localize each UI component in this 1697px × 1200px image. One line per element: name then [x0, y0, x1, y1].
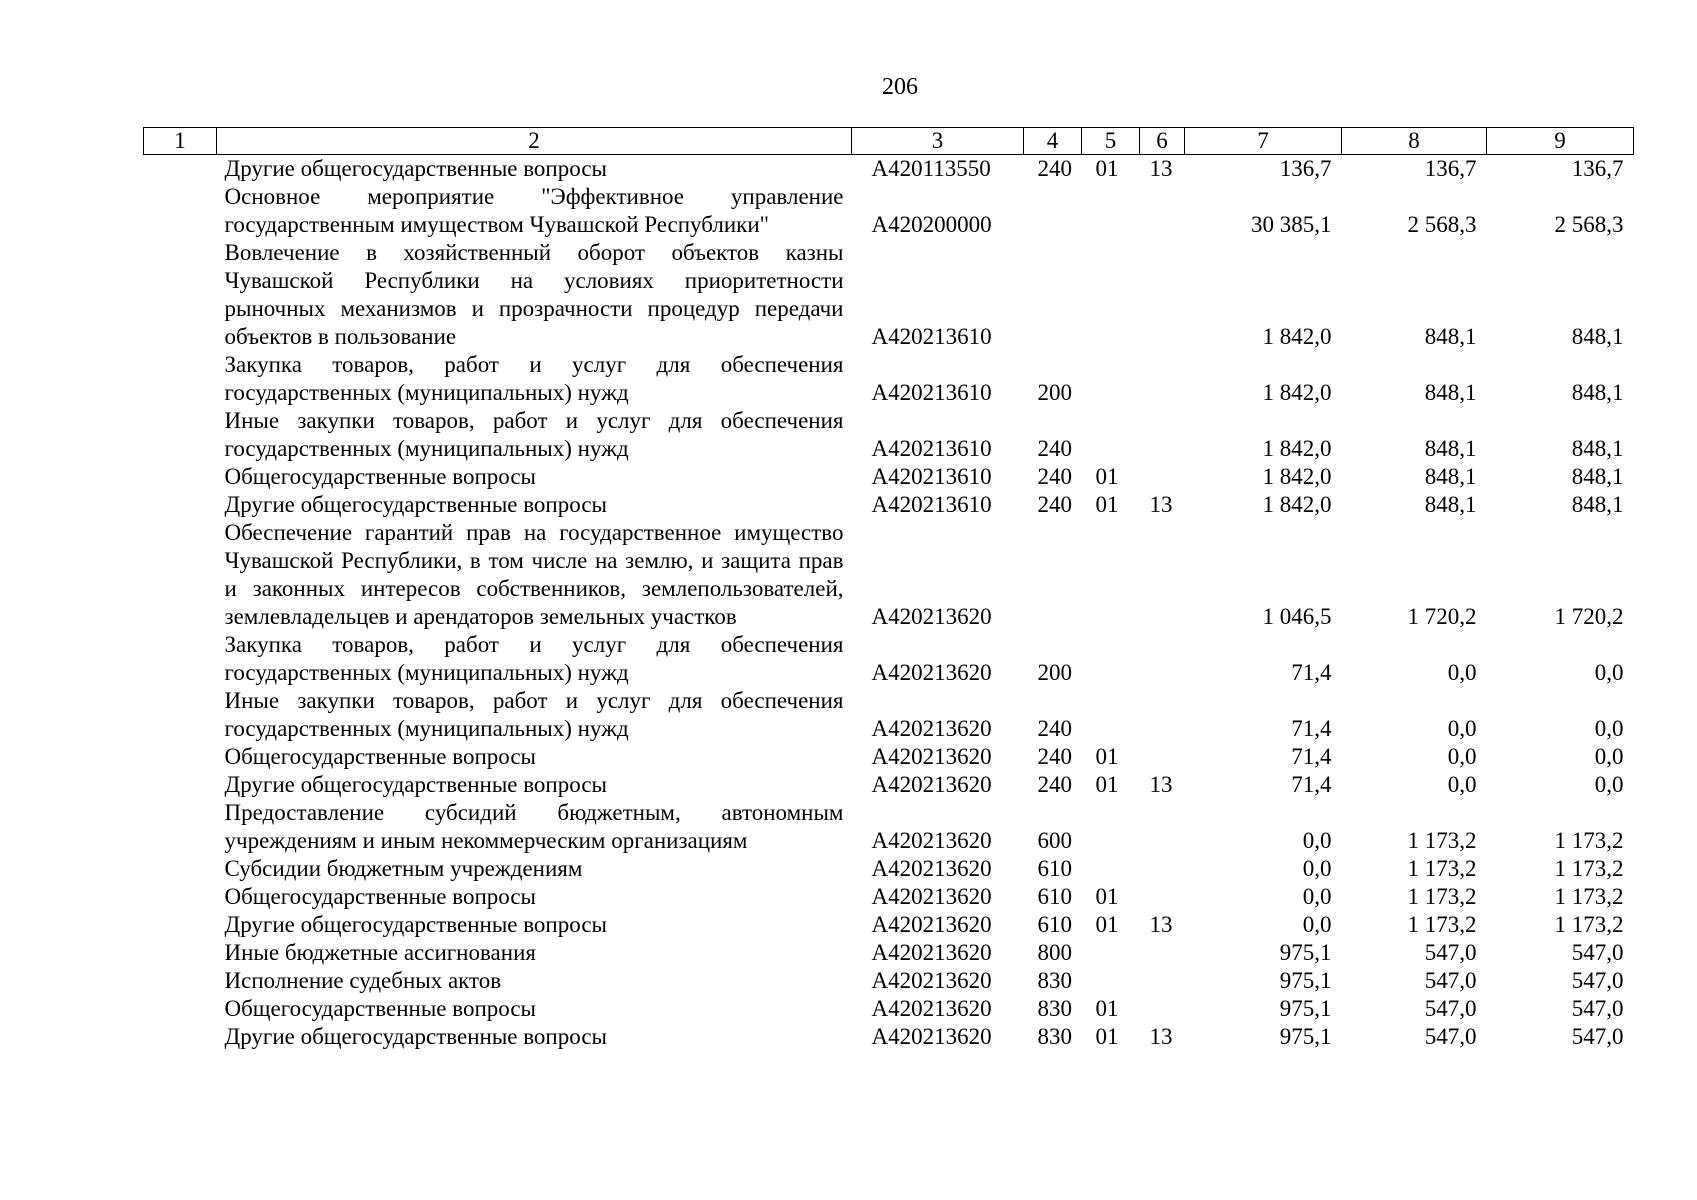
cell-amount-col7: 71,4: [1291, 744, 1332, 769]
cell-amount-col8: 848,1: [1424, 492, 1477, 517]
cell-amount-col9: 1 173,2: [1554, 828, 1624, 853]
header-col-5: 5: [1082, 128, 1140, 155]
cell-name: Другие общегосударственные вопросы: [224, 492, 607, 517]
cell-subsection: [1140, 519, 1185, 631]
cell-amount-col9: 547,0: [1571, 968, 1624, 993]
cell-amount-col7: 136,7: [1279, 156, 1332, 181]
cell-section: [1082, 687, 1140, 743]
cell-subsection: [1140, 883, 1185, 911]
cell-name: Иные бюджетные ассигнования: [224, 940, 536, 965]
cell-section: [1082, 239, 1140, 351]
cell-section: [1082, 631, 1140, 687]
cell-name: Другие общегосударственные вопросы: [224, 772, 607, 797]
cell-empty: [144, 1023, 217, 1051]
header-col-2: 2: [217, 128, 852, 155]
cell-amount-col9: 1 173,2: [1554, 856, 1624, 881]
cell-section: 01: [1095, 464, 1119, 489]
cell-target-code: А420213610: [871, 380, 992, 405]
cell-target-code: А420200000: [871, 212, 992, 237]
cell-subsection: [1140, 239, 1185, 351]
table-body: [144, 155, 1634, 1052]
cell-amount-col7: 71,4: [1291, 716, 1332, 741]
cell-subsection: [1140, 687, 1185, 743]
table-row: [144, 519, 1634, 631]
cell-expense-type: 200: [1037, 380, 1072, 405]
cell-target-code: А420213620: [871, 604, 992, 629]
cell-amount-col9: 547,0: [1571, 940, 1624, 965]
cell-expense-type: 600: [1037, 828, 1072, 853]
cell-expense-type: 800: [1037, 940, 1072, 965]
cell-subsection: 13: [1149, 772, 1173, 797]
cell-amount-col9: 848,1: [1571, 464, 1624, 489]
cell-section: 01: [1095, 884, 1119, 909]
cell-empty: [144, 799, 217, 855]
cell-name: Другие общегосударственные вопросы: [224, 156, 607, 181]
cell-amount-col7: 71,4: [1291, 772, 1332, 797]
cell-expense-type: 200: [1037, 660, 1072, 685]
cell-subsection: [1140, 463, 1185, 491]
cell-expense-type: 240: [1037, 156, 1072, 181]
cell-amount-col8: 1 173,2: [1407, 884, 1477, 909]
table-row: [144, 631, 1634, 687]
table-row: [144, 491, 1634, 519]
cell-empty: [144, 491, 217, 519]
cell-section: 01: [1095, 744, 1119, 769]
cell-target-code: А420213620: [871, 940, 992, 965]
header-col-3: 3: [852, 128, 1024, 155]
cell-target-code: А420213620: [871, 1024, 992, 1049]
cell-amount-col9: 0,0: [1594, 744, 1624, 769]
cell-name: Другие общегосударственные вопросы: [224, 912, 607, 937]
cell-section: [1082, 183, 1140, 239]
cell-empty: [144, 463, 217, 491]
cell-name: Иные закупки товаров, работ и услуг для обеспечения государственных (муниципальных) нужд: [224, 688, 844, 741]
header-col-4: 4: [1024, 128, 1082, 155]
cell-amount-col9: 848,1: [1571, 380, 1624, 405]
table-row: [144, 155, 1634, 184]
cell-expense-type: 830: [1037, 996, 1072, 1021]
cell-empty: [144, 351, 217, 407]
cell-amount-col8: 1 173,2: [1407, 828, 1477, 853]
cell-name: Закупка товаров, работ и услуг для обеспечения государственных (муниципальных) нужд: [224, 352, 844, 405]
cell-name: Основное мероприятие "Эффективное управление государственным имуществом Чувашской Республики": [224, 184, 844, 237]
cell-subsection: [1140, 967, 1185, 995]
cell-subsection: 13: [1149, 912, 1173, 937]
cell-empty: [144, 967, 217, 995]
cell-amount-col8: 1 173,2: [1407, 912, 1477, 937]
cell-target-code: А420213620: [871, 968, 992, 993]
cell-amount-col7: 0,0: [1302, 828, 1332, 853]
cell-section: [1082, 855, 1140, 883]
cell-section: [1082, 939, 1140, 967]
cell-empty: [144, 883, 217, 911]
cell-amount-col8: 547,0: [1424, 968, 1477, 993]
cell-amount-col8: 547,0: [1424, 996, 1477, 1021]
cell-name: Исполнение судебных актов: [224, 968, 502, 993]
cell-section: [1082, 967, 1140, 995]
cell-expense-type: 240: [1037, 436, 1072, 461]
cell-expense-type: 610: [1037, 884, 1072, 909]
cell-target-code: А420213620: [871, 912, 992, 937]
cell-section: [1082, 351, 1140, 407]
header-row: [144, 128, 1634, 155]
cell-empty: [144, 939, 217, 967]
cell-amount-col8: 848,1: [1424, 324, 1477, 349]
cell-target-code: А420213610: [871, 324, 992, 349]
cell-name: Общегосударственные вопросы: [224, 744, 536, 769]
cell-name: Предоставление субсидий бюджетным, автономным учреждениям и иным некоммерческим организациям: [224, 800, 844, 853]
cell-target-code: А420213620: [871, 884, 992, 909]
header-col-9: 9: [1487, 128, 1634, 155]
cell-name: Общегосударственные вопросы: [224, 884, 536, 909]
cell-subsection: [1140, 183, 1185, 239]
cell-subsection: 13: [1149, 156, 1173, 181]
cell-subsection: [1140, 995, 1185, 1023]
cell-target-code: А420213610: [871, 436, 992, 461]
cell-empty: [144, 183, 217, 239]
cell-target-code: А420213620: [871, 828, 992, 853]
cell-empty: [144, 687, 217, 743]
cell-amount-col7: 975,1: [1279, 940, 1332, 965]
cell-expense-type: 240: [1037, 492, 1072, 517]
cell-amount-col7: 0,0: [1302, 856, 1332, 881]
cell-amount-col8: 1 720,2: [1407, 604, 1477, 629]
cell-expense-type: 240: [1037, 744, 1072, 769]
cell-name: Закупка товаров, работ и услуг для обеспечения государственных (муниципальных) нужд: [224, 632, 844, 685]
table-row: [144, 771, 1634, 799]
cell-target-code: А420213610: [871, 464, 992, 489]
cell-amount-col7: 30 385,1: [1251, 212, 1332, 237]
table-row: [144, 939, 1634, 967]
table-row: [144, 407, 1634, 463]
cell-section: 01: [1095, 996, 1119, 1021]
cell-amount-col8: 0,0: [1447, 660, 1477, 685]
table-row: [144, 911, 1634, 939]
table-row: [144, 239, 1634, 351]
cell-amount-col9: 1 720,2: [1554, 604, 1624, 629]
cell-empty: [144, 995, 217, 1023]
cell-amount-col8: 2 568,3: [1407, 212, 1477, 237]
budget-table: [143, 127, 1634, 1051]
cell-target-code: А420213620: [871, 660, 992, 685]
table-row: [144, 687, 1634, 743]
table-row: [144, 1023, 1634, 1051]
cell-section: 01: [1095, 492, 1119, 517]
cell-amount-col9: 1 173,2: [1554, 912, 1624, 937]
cell-amount-col7: 1 842,0: [1262, 492, 1332, 517]
cell-amount-col8: 547,0: [1424, 940, 1477, 965]
cell-name: Общегосударственные вопросы: [224, 464, 536, 489]
cell-amount-col8: 848,1: [1424, 464, 1477, 489]
table-row: [144, 855, 1634, 883]
cell-amount-col8: 136,7: [1424, 156, 1477, 181]
table-row: [144, 183, 1634, 239]
table-row: [144, 799, 1634, 855]
cell-amount-col7: 975,1: [1279, 996, 1332, 1021]
cell-amount-col7: 975,1: [1279, 968, 1332, 993]
cell-empty: [144, 155, 217, 184]
table-row: [144, 743, 1634, 771]
cell-target-code: А420213610: [871, 492, 992, 517]
cell-name: Вовлечение в хозяйственный оборот объектов казны Чувашской Республики на условиях приоритетности рыночных механизмов и прозрачности процедур передачи объектов в пользование: [224, 240, 844, 349]
cell-name: Другие общегосударственные вопросы: [224, 1024, 607, 1049]
cell-amount-col7: 0,0: [1302, 884, 1332, 909]
cell-expense-type: 830: [1037, 1024, 1072, 1049]
cell-amount-col9: 0,0: [1594, 660, 1624, 685]
cell-amount-col9: 1 173,2: [1554, 884, 1624, 909]
cell-amount-col7: 0,0: [1302, 912, 1332, 937]
cell-target-code: А420213620: [871, 996, 992, 1021]
cell-amount-col7: 71,4: [1291, 660, 1332, 685]
cell-target-code: А420113550: [871, 156, 991, 181]
cell-name: Иные закупки товаров, работ и услуг для обеспечения государственных (муниципальных) нужд: [224, 408, 844, 461]
cell-expense-type: [1024, 519, 1082, 631]
cell-amount-col9: 848,1: [1571, 436, 1624, 461]
table-row: [144, 967, 1634, 995]
cell-target-code: А420213620: [871, 772, 992, 797]
cell-section: [1082, 519, 1140, 631]
cell-target-code: А420213620: [871, 856, 992, 881]
cell-amount-col7: 1 046,5: [1262, 604, 1332, 629]
cell-expense-type: 240: [1037, 464, 1072, 489]
cell-target-code: А420213620: [871, 716, 992, 741]
cell-section: 01: [1095, 1024, 1119, 1049]
cell-amount-col9: 547,0: [1571, 1024, 1624, 1049]
cell-amount-col8: 0,0: [1447, 716, 1477, 741]
cell-amount-col7: 1 842,0: [1262, 380, 1332, 405]
cell-subsection: [1140, 351, 1185, 407]
cell-name: Общегосударственные вопросы: [224, 996, 536, 1021]
header-col-8: 8: [1342, 128, 1487, 155]
cell-empty: [144, 407, 217, 463]
page-number: 206: [882, 74, 918, 100]
cell-amount-col9: 0,0: [1594, 716, 1624, 741]
cell-expense-type: 240: [1037, 772, 1072, 797]
cell-amount-col8: 0,0: [1447, 772, 1477, 797]
cell-amount-col7: 975,1: [1279, 1024, 1332, 1049]
cell-target-code: А420213620: [871, 744, 992, 769]
cell-empty: [144, 519, 217, 631]
cell-subsection: [1140, 631, 1185, 687]
cell-subsection: [1140, 407, 1185, 463]
cell-amount-col9: 547,0: [1571, 996, 1624, 1021]
cell-empty: [144, 855, 217, 883]
cell-subsection: 13: [1149, 1024, 1173, 1049]
table-row: [144, 883, 1634, 911]
cell-amount-col8: 1 173,2: [1407, 856, 1477, 881]
cell-amount-col9: 136,7: [1571, 156, 1624, 181]
cell-amount-col8: 547,0: [1424, 1024, 1477, 1049]
cell-subsection: [1140, 939, 1185, 967]
cell-amount-col9: 848,1: [1571, 492, 1624, 517]
cell-amount-col8: 848,1: [1424, 380, 1477, 405]
cell-expense-type: 610: [1037, 856, 1072, 881]
cell-expense-type: 240: [1037, 716, 1072, 741]
cell-subsection: [1140, 855, 1185, 883]
header-col-1: 1: [144, 128, 217, 155]
cell-empty: [144, 911, 217, 939]
header-col-7: 7: [1185, 128, 1342, 155]
cell-name: Субсидии бюджетным учреждениям: [224, 856, 583, 881]
cell-section: 01: [1095, 772, 1119, 797]
cell-expense-type: [1024, 239, 1082, 351]
cell-subsection: [1140, 743, 1185, 771]
cell-empty: [144, 771, 217, 799]
cell-subsection: [1140, 799, 1185, 855]
cell-empty: [144, 631, 217, 687]
cell-amount-col8: 848,1: [1424, 436, 1477, 461]
table-row: [144, 351, 1634, 407]
table-row: [144, 995, 1634, 1023]
cell-subsection: 13: [1149, 492, 1173, 517]
cell-amount-col7: 1 842,0: [1262, 464, 1332, 489]
cell-section: [1082, 799, 1140, 855]
table-header: [144, 128, 1634, 155]
cell-expense-type: 830: [1037, 968, 1072, 993]
cell-amount-col9: 848,1: [1571, 324, 1624, 349]
cell-expense-type: [1024, 183, 1082, 239]
cell-empty: [144, 743, 217, 771]
cell-section: 01: [1095, 912, 1119, 937]
cell-amount-col9: 2 568,3: [1554, 212, 1624, 237]
cell-amount-col7: 1 842,0: [1262, 436, 1332, 461]
cell-amount-col9: 0,0: [1594, 772, 1624, 797]
cell-section: [1082, 407, 1140, 463]
cell-expense-type: 610: [1037, 912, 1072, 937]
header-col-6: 6: [1140, 128, 1185, 155]
cell-amount-col7: 1 842,0: [1262, 324, 1332, 349]
cell-section: 01: [1095, 156, 1119, 181]
cell-amount-col8: 0,0: [1447, 744, 1477, 769]
cell-name: Обеспечение гарантий прав на государственное имущество Чувашской Республики, в том числе на землю, и защита прав и законных интересов собственников, землепользователей, землевладельцев и арендаторов земельных участков: [224, 520, 844, 629]
cell-empty: [144, 239, 217, 351]
table-row: [144, 463, 1634, 491]
